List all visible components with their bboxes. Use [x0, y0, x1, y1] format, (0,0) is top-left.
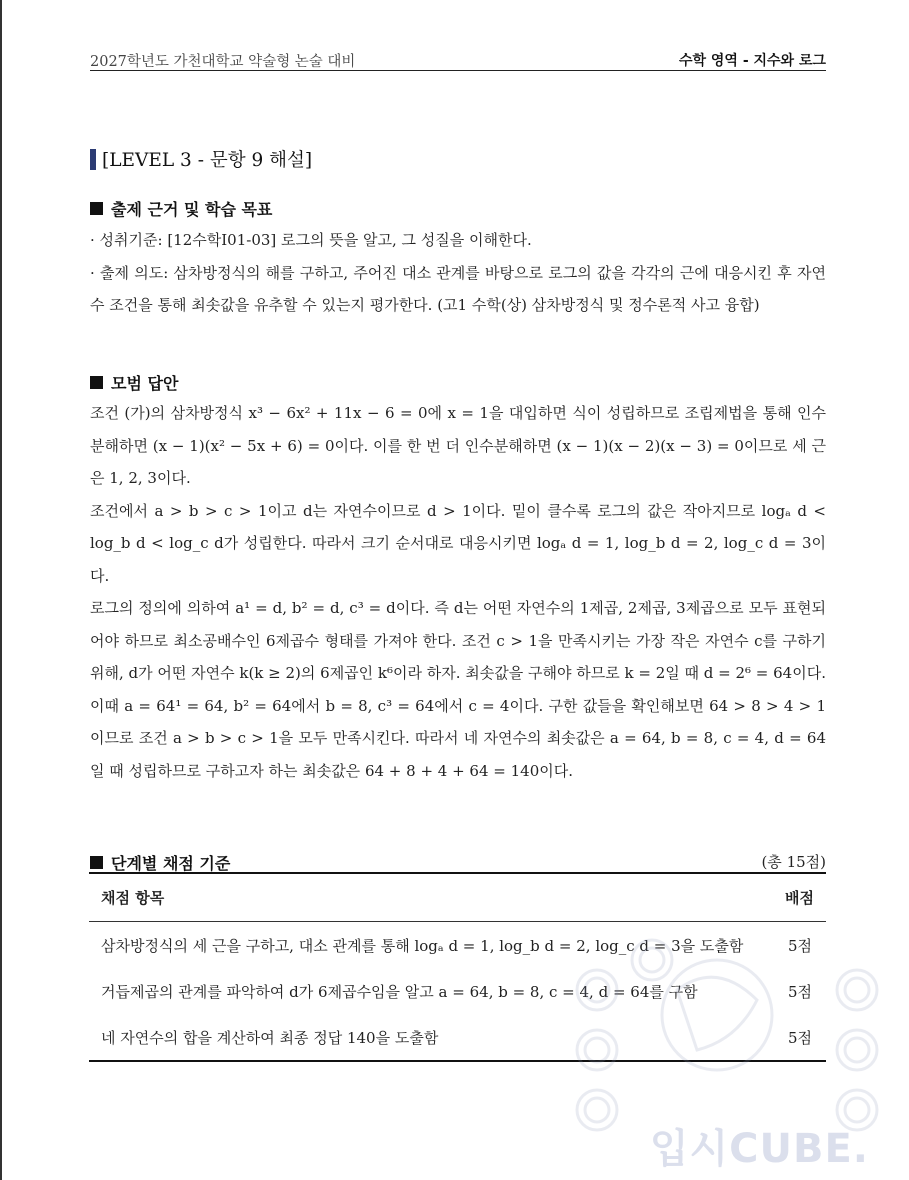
basis-body [90, 224, 826, 322]
row-item: 네 자연수의 합을 계산하여 최종 정답 140을 도출함 [101, 1028, 439, 1047]
basis-heading [90, 197, 272, 220]
square-bullet-icon [90, 376, 103, 389]
col-item-header: 채점 항목 [101, 889, 165, 907]
answer-heading-text: 모범 답안 [111, 374, 179, 393]
header-left: 2027학년도 가천대학교 약술형 논술 대비 [90, 54, 356, 70]
row-points: 5점 [787, 982, 812, 1001]
square-bullet-icon [90, 856, 103, 869]
scoring-heading-text: 단계별 채점 기준 [111, 854, 231, 873]
answer-heading [90, 371, 178, 394]
page-header [90, 50, 826, 71]
header-right: 수학 영역 - 지수와 로그 [678, 53, 826, 69]
col-points-header: 배점 [785, 889, 814, 907]
table-row [89, 968, 826, 1014]
square-bullet-icon [90, 202, 103, 215]
row-points: 5점 [787, 1028, 812, 1047]
scoring-table [89, 872, 826, 1062]
page-title [90, 146, 312, 172]
basis-line-standard: · 성취기준: [12수학Ⅰ01-03] 로그의 뜻을 알고, 그 성질을 이해한다. [90, 231, 532, 249]
watermark-text: 입시CUBE. [649, 1126, 869, 1172]
scoring-heading [90, 851, 230, 874]
page-title-text: [LEVEL 3 - 문항 9 해설] [102, 150, 313, 171]
row-item: 거듭제곱의 관계를 파악하여 d가 6제곱수임을 알고 a = 64, b = 8, c = 4, d = 64를 구함 [101, 982, 698, 1001]
row-points: 5점 [787, 936, 812, 955]
basis-line-intent: · 출제 의도: 삼차방정식의 해를 구하고, 주어진 대소 관계를 바탕으로 로그의 값을 각각의 근에 대응시킨 후 자연수 조건을 통해 최솟값을 유추할 수 있는지 평가한다. (고1 수학(상) 삼차방정식 및 정수론적 사고 융합) [90, 263, 826, 314]
answer-paragraph-1: 조건 (가)의 삼차방정식 x³ − 6x² + 11x − 6 = 0에 x = 1을 대입하면 식이 성립하므로 조립제법을 통해 인수분해하면 (x − 1)(x² − 5x + 6) = 0이다. 이를 한 번 더 인수분해하면 (x − 1)(x − 2)(x − 3) = 0이므로 세 근은 1, 2, 3이다. [90, 404, 826, 487]
title-bar-marker [90, 149, 96, 170]
answer-paragraph-3: 로그의 정의에 의하여 a¹ = d, b² = d, c³ = d이다. 즉 d는 어떤 자연수의 1제곱, 2제곱, 3제곱으로 모두 표현되어야 하므로 최소공배수인 6제곱수 형태를 가져야 한다. 조건 c > 1을 만족시키는 가장 작은 자연수 c를 구하기 위해, d가 어떤 자연수 k(k ≥ 2)의 6제곱인 k⁶이라 하자. 최솟값을 구해야 하므로 k = 2일 때 d = 2⁶ = 64이다. [90, 599, 826, 682]
page-edge-rule [0, 0, 2, 1180]
score-total: (총 15점) [761, 853, 826, 871]
answer-paragraph-4: 이때 a = 64¹ = 64, b² = 64에서 b = 8, c³ = 64에서 c = 4이다. 구한 값들을 확인해보면 64 > 8 > 4 > 1이므로 조건 a > b > c > 1을 모두 만족시킨다. 따라서 네 자연수의 최솟값은 a = 64, b = 8, c = 4, d = 64일 때 성립하므로 구하고자 하는 최솟값은 64 + 8 + 4 + 64 = 140이다. [90, 696, 826, 780]
basis-heading-text: 출제 근거 및 학습 목표 [111, 200, 273, 219]
scoring-table-header [89, 874, 826, 922]
row-item: 삼차방정식의 세 근을 구하고, 대소 관계를 통해 logₐ d = 1, log_b d = 2, log_c d = 3을 도출함 [101, 936, 744, 955]
answer-body [90, 397, 826, 787]
table-row [89, 1014, 826, 1060]
answer-paragraph-2: 조건에서 a > b > c > 1이고 d는 자연수이므로 d > 1이다. 밑이 클수록 로그의 값은 작아지므로 logₐ d < log_b d < log_c d가 성립한다. 따라서 크기 순서대로 대응시키면 logₐ d = 1, log_b d = 2, log_c d = 3이다. [90, 501, 826, 585]
table-row [89, 922, 826, 968]
